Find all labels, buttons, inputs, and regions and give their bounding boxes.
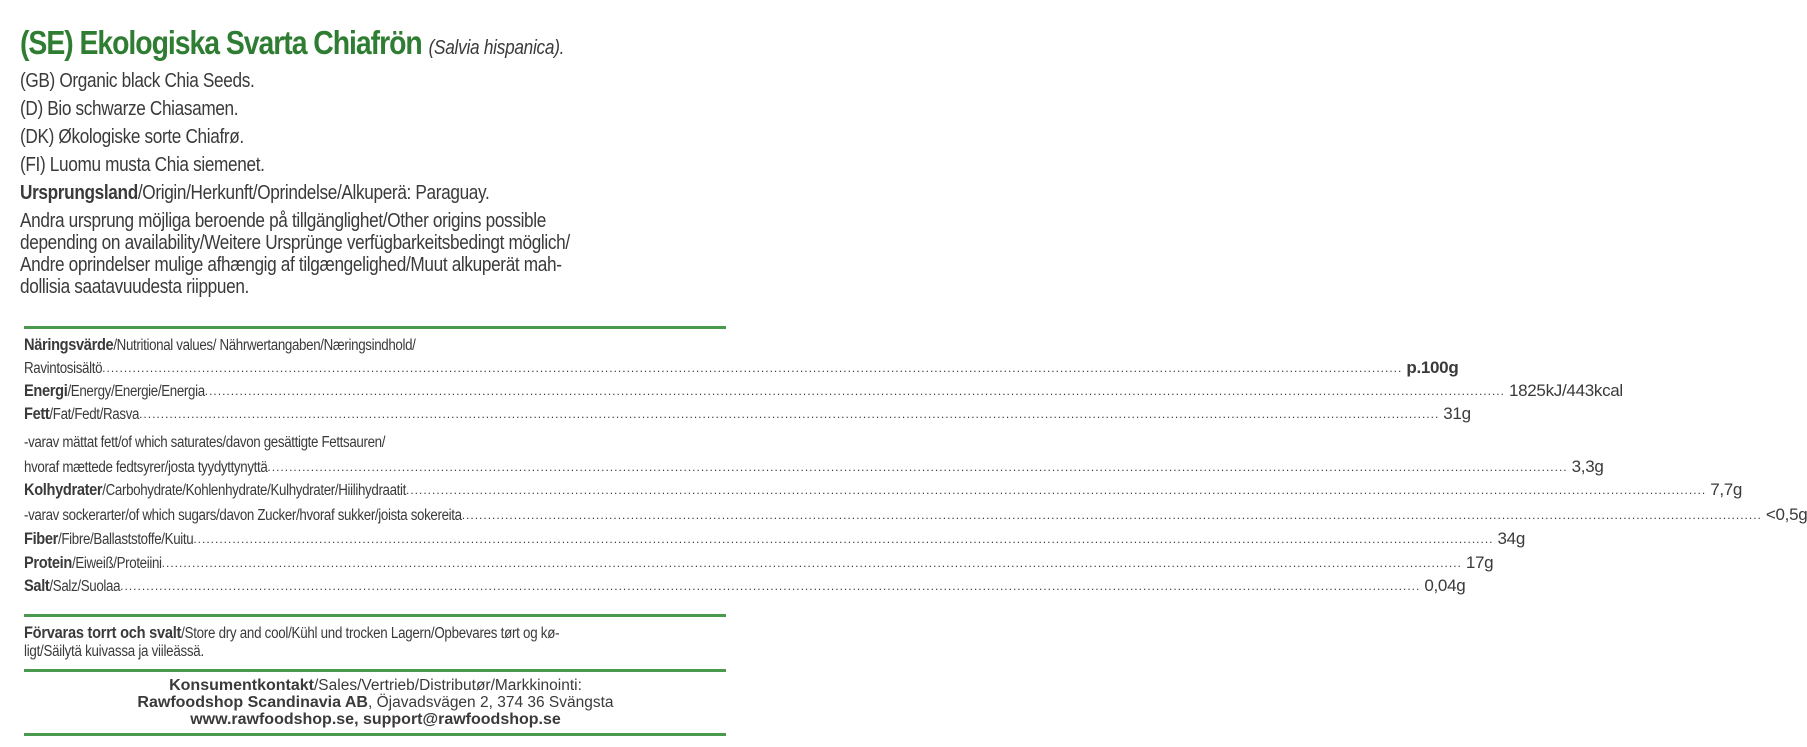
nutrient-translations: /Fibre/Ballaststoffe/Kuitu — [58, 531, 194, 548]
origin-line — [20, 182, 489, 205]
dot-leader: ............................................................................................................................................................................................................................................................................................................ — [267, 460, 1568, 474]
nutrition-row — [24, 430, 726, 452]
other-origins-line: dollisia saatavuudesta riippuen. — [20, 276, 250, 298]
per-100g-label: p.100g — [1406, 358, 1459, 377]
nutrition-row — [24, 503, 1807, 525]
nutrition-heading-rest: /Nutritional values/ Nährwertangaben/Næringsindhold/ — [113, 337, 416, 354]
origin-label: Ursprungsland — [20, 182, 138, 204]
nutrient-value: 3,3g — [1571, 457, 1604, 476]
contact-roles: /Sales/Vertrieb/Distributør/Markkinointi: — [314, 677, 582, 694]
nutrient-translations: /Fat/Fedt/Rasva — [49, 406, 140, 423]
dot-leader: ............................................................................................................................................................................................................................................................................................................ — [102, 361, 1403, 375]
nutrient-value: 1825kJ/443kcal — [1508, 381, 1623, 400]
nutrition-row — [24, 402, 1471, 424]
nutrient-value: 7,7g — [1710, 480, 1743, 499]
nutrition-heading-bold: Näringsvärde — [24, 335, 114, 354]
other-origins-line: depending on availability/Weitere Ursprünge verfügbarkeitsbedingt möglich/ — [20, 232, 570, 254]
nutrient-name: Protein — [24, 553, 72, 572]
translation-fi: (FI) Luomu musta Chia siemenet. — [20, 154, 265, 176]
nutrition-heading — [24, 333, 726, 355]
divider-bottom — [24, 733, 726, 736]
contact-line-1 — [0, 677, 751, 694]
other-origins-line: Andra ursprung möjliga beroende på tillgänglighet/Other origins possible — [20, 210, 546, 232]
nutrient-name: Fett — [24, 404, 50, 423]
title-text: (SE) Ekologiska Svarta Chiafrön — [20, 24, 422, 61]
nutrient-translations: /Energy/Energie/Energia — [67, 383, 205, 400]
dot-leader: ............................................................................................................................................................................................................................................................................................................ — [120, 579, 1421, 593]
storage-instructions — [24, 624, 729, 661]
dot-leader: ............................................................................................................................................................................................................................................................................................................ — [193, 532, 1494, 546]
nutrition-heading-line2 — [24, 356, 1459, 378]
storage-rest-2: ligt/Säilytä kuivassa ja viileässä. — [24, 643, 204, 660]
latin-name: (Salvia hispanica). — [428, 37, 565, 59]
nutrient-name: Fiber — [24, 529, 59, 548]
other-origins-line: Andre oprindelser mulige afhængig af tilgængelighed/Muut alkuperät mah- — [20, 254, 562, 276]
nutrient-name: Energi — [24, 381, 68, 400]
other-origins — [20, 210, 570, 298]
nutrient-value: <0,5g — [1765, 505, 1807, 524]
nutrition-row — [24, 574, 1466, 596]
contact-line-3 — [0, 711, 751, 728]
dot-leader: ............................................................................................................................................................................................................................................................................................................ — [406, 483, 1707, 497]
nutrition-row — [24, 478, 1743, 500]
nutrition-heading-line2-text: Ravintosisältö — [24, 360, 103, 377]
translation-dk: (DK) Økologiske sorte Chiafrø. — [20, 126, 244, 148]
storage-bold: Förvaras torrt och svalt — [24, 623, 182, 642]
contact-label: Konsumentkontakt — [169, 677, 314, 694]
nutrient-translations: /Eiweiß/Proteiini — [71, 555, 162, 572]
product-title — [20, 24, 564, 62]
nutrient-translations: /Carbohydrate/Kohlenhydrate/Kulhydrater/Hiilihydraatit — [102, 482, 407, 499]
divider-lower — [24, 669, 726, 672]
nutrient-translations: -varav sockerarter/of which sugars/davon Zucker/hvoraf sukker/joista sokereita — [24, 507, 462, 524]
contact-web-email[interactable]: www.rawfoodshop.se, support@rawfoodshop.se — [190, 711, 561, 728]
origin-rest: /Origin/Herkunft/Oprindelse/Alkuperä: Paraguay. — [137, 182, 490, 204]
nutrient-value: 34g — [1497, 529, 1525, 548]
nutrient-translations: hvoraf mættede fedtsyrer/josta tyydyttynyttä — [24, 459, 268, 476]
dot-leader: ............................................................................................................................................................................................................................................................................................................ — [161, 556, 1462, 570]
divider-middle — [24, 614, 726, 617]
translation-gb: (GB) Organic black Chia Seeds. — [20, 70, 255, 92]
nutrition-row — [24, 379, 1623, 401]
nutrition-row — [24, 455, 1604, 477]
nutrient-translations: -varav mättat fett/of which saturates/davon gesättigte Fettsauren/ — [24, 434, 386, 451]
dot-leader: ............................................................................................................................................................................................................................................................................................................ — [461, 508, 1762, 522]
nutrition-row — [24, 527, 1525, 549]
translation-d: (D) Bio schwarze Chiasamen. — [20, 98, 239, 120]
company-address: , Öjavadsvägen 2, 374 36 Svängsta — [367, 694, 614, 711]
nutrition-row — [24, 551, 1494, 573]
nutrient-translations: /Salz/Suolaa — [49, 578, 121, 595]
nutrient-name: Salt — [24, 576, 50, 595]
divider-top — [24, 326, 726, 329]
storage-rest-1: /Store dry and cool/Kühl und trocken Lagern/Opbevares tørt og kø- — [181, 625, 560, 642]
dot-leader: ............................................................................................................................................................................................................................................................................................................ — [204, 384, 1505, 398]
company-name: Rawfoodshop Scandinavia AB — [137, 694, 368, 711]
nutrient-name: Kolhydrater — [24, 480, 103, 499]
dot-leader: ............................................................................................................................................................................................................................................................................................................ — [139, 407, 1440, 421]
nutrient-value: 17g — [1465, 553, 1494, 572]
contact-line-2 — [0, 694, 751, 711]
nutrient-value: 31g — [1443, 404, 1471, 423]
nutrient-value: 0,04g — [1424, 576, 1466, 595]
